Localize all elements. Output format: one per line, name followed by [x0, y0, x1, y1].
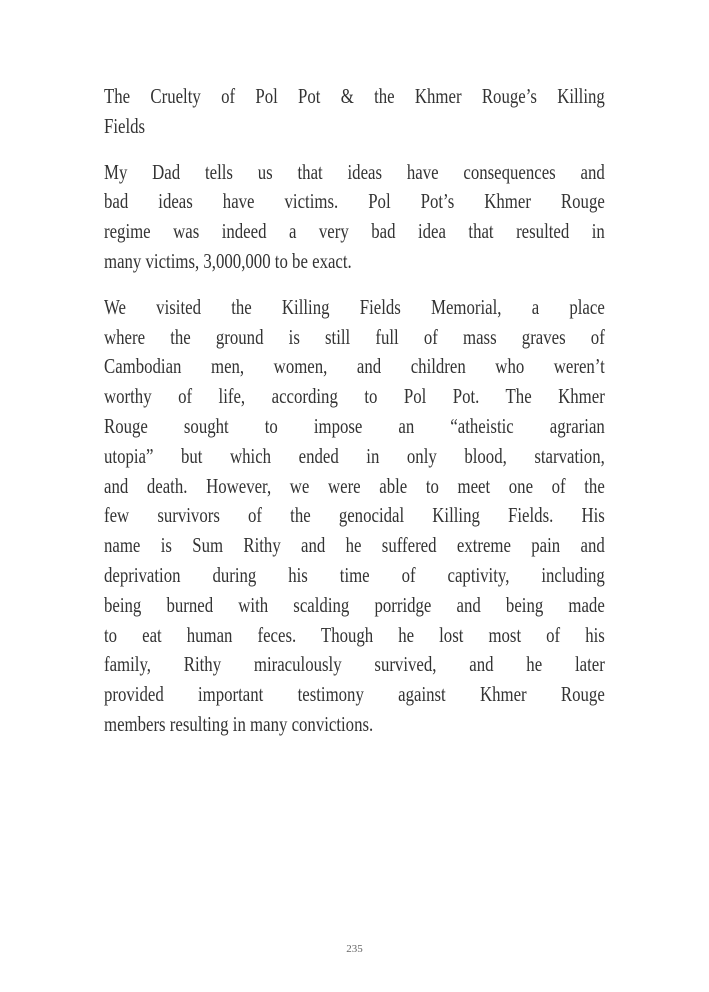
text-line: utopia” but which ended in only blood, starvation, [104, 443, 605, 468]
page-body [104, 82, 605, 756]
text-line: Cambodian men, women, and children who weren’t [104, 354, 605, 379]
text-line: and death. However, we were able to meet one of the [104, 473, 605, 498]
paragraph-1 [104, 158, 605, 277]
text-line: where the ground is still full of mass graves of [104, 324, 605, 349]
text-line: name is Sum Rithy and he suffered extreme pain and [104, 533, 605, 558]
section-title [104, 82, 605, 142]
text-line: provided important testimony against Khmer Rouge [104, 682, 605, 707]
text-line: My Dad tells us that ideas have consequences and [104, 159, 605, 184]
text-line: deprivation during his time of captivity, including [104, 562, 605, 587]
text-line: being burned with scalding porridge and being made [104, 592, 605, 617]
paragraph-2 [104, 293, 605, 740]
text-line: regime was indeed a very bad idea that resulted in [104, 219, 605, 244]
text-line: members resulting in many convictions. [104, 711, 374, 736]
text-line: family, Rithy miraculously survived, and he later [104, 652, 605, 677]
text-line: bad ideas have victims. Pol Pot’s Khmer Rouge [104, 189, 605, 214]
text-line: Rouge sought to impose an “atheistic agrarian [104, 413, 605, 438]
page-number: 235 [346, 943, 363, 955]
text-line: to eat human feces. Though he lost most of his [104, 622, 605, 647]
text-line: We visited the Killing Fields Memorial, a place [104, 294, 605, 319]
title-line: Fields [104, 113, 146, 138]
text-line: many victims, 3,000,000 to be exact. [104, 248, 352, 273]
text-line: few survivors of the genocidal Killing Fields. His [104, 503, 605, 528]
text-line: worthy of life, according to Pol Pot. The Khmer [104, 384, 605, 409]
title-line: The Cruelty of Pol Pot & the Khmer Rouge’s Killing [104, 84, 605, 108]
